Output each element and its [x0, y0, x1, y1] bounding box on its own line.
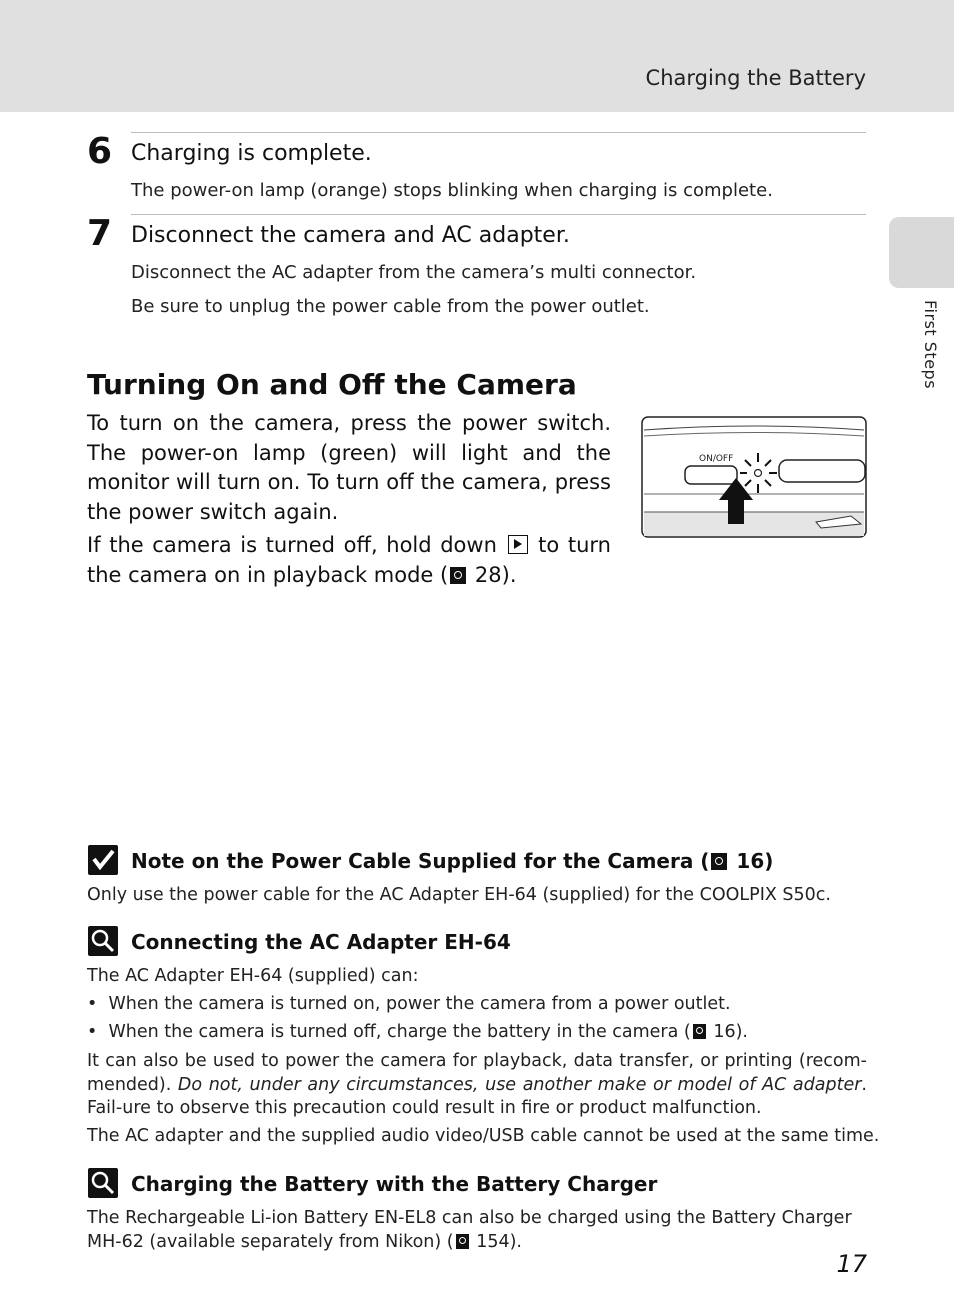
checkmark-note-icon [88, 845, 118, 875]
note-text: Only use the power cable for the AC Adapter EH-64 (supplied) for the COOLPIX S50c. [87, 885, 831, 905]
step-title: Charging is complete. [131, 141, 372, 166]
on-off-label: ON/OFF [699, 454, 734, 464]
section-paragraph: To turn on the camera, press the power switch. The power-on lamp (green) will light and the monitor will turn on. To turn off the camera, press the power switch again. [87, 411, 611, 524]
note-title: Note on the Power Cable Supplied for the Camera ( 16) [131, 849, 774, 873]
step-title: Disconnect the camera and AC adapter. [131, 223, 570, 248]
note-paragraph: The AC adapter and the supplied audio video/USB cable cannot be used at the same time. [87, 1126, 880, 1146]
header-band [0, 0, 954, 112]
divider [131, 214, 866, 215]
magnifier-note-icon [88, 926, 118, 956]
page-number: 17 [836, 1250, 867, 1278]
running-header: Charging the Battery [645, 66, 866, 90]
divider [131, 132, 866, 133]
chapter-tab [889, 217, 954, 288]
step-number: 7 [87, 213, 113, 254]
chapter-tab-label: First Steps [921, 300, 940, 390]
page-reference-icon [711, 853, 727, 870]
magnifier-note-icon [88, 1168, 118, 1198]
power-switch-illustration [641, 416, 867, 538]
step-text: Be sure to unplug the power cable from the power outlet. [131, 296, 650, 317]
page-reference-icon [693, 1024, 706, 1039]
note-text: The Rechargeable Li-ion Battery EN-EL8 can also be charged using the Battery Charger MH-62 (available separately from Nikon) ( 154). [87, 1208, 852, 1252]
note-intro: The AC Adapter EH-64 (supplied) can: [87, 966, 419, 986]
page-reference-icon [456, 1234, 469, 1249]
section-paragraph-playback: If the camera is turned off, hold down to turn the camera on in playback mode ( 28). [87, 533, 611, 587]
list-item: • When the camera is turned off, charge the battery in the camera ( 16). [87, 1022, 748, 1042]
step-number: 6 [87, 131, 113, 172]
note-title: Connecting the AC Adapter EH-64 [131, 930, 511, 954]
step-text: The power-on lamp (orange) stops blinking when charging is complete. [131, 180, 773, 201]
note-title: Charging the Battery with the Battery Charger [131, 1172, 658, 1196]
playback-button-icon [508, 535, 528, 554]
step-text: Disconnect the AC adapter from the camera’s multi connector. [131, 262, 697, 283]
page-reference-icon [450, 567, 466, 584]
section-heading: Turning On and Off the Camera [87, 368, 577, 401]
note-paragraph: It can also be used to power the camera for playback, data transfer, or printing (recom-mended). Do not, under any circumstances, use another make or model of AC adapter. Fail-ure to observe this precaution could result in fire or product malfunction. [87, 1051, 867, 1118]
list-item: • When the camera is turned on, power the camera from a power outlet. [87, 994, 731, 1014]
